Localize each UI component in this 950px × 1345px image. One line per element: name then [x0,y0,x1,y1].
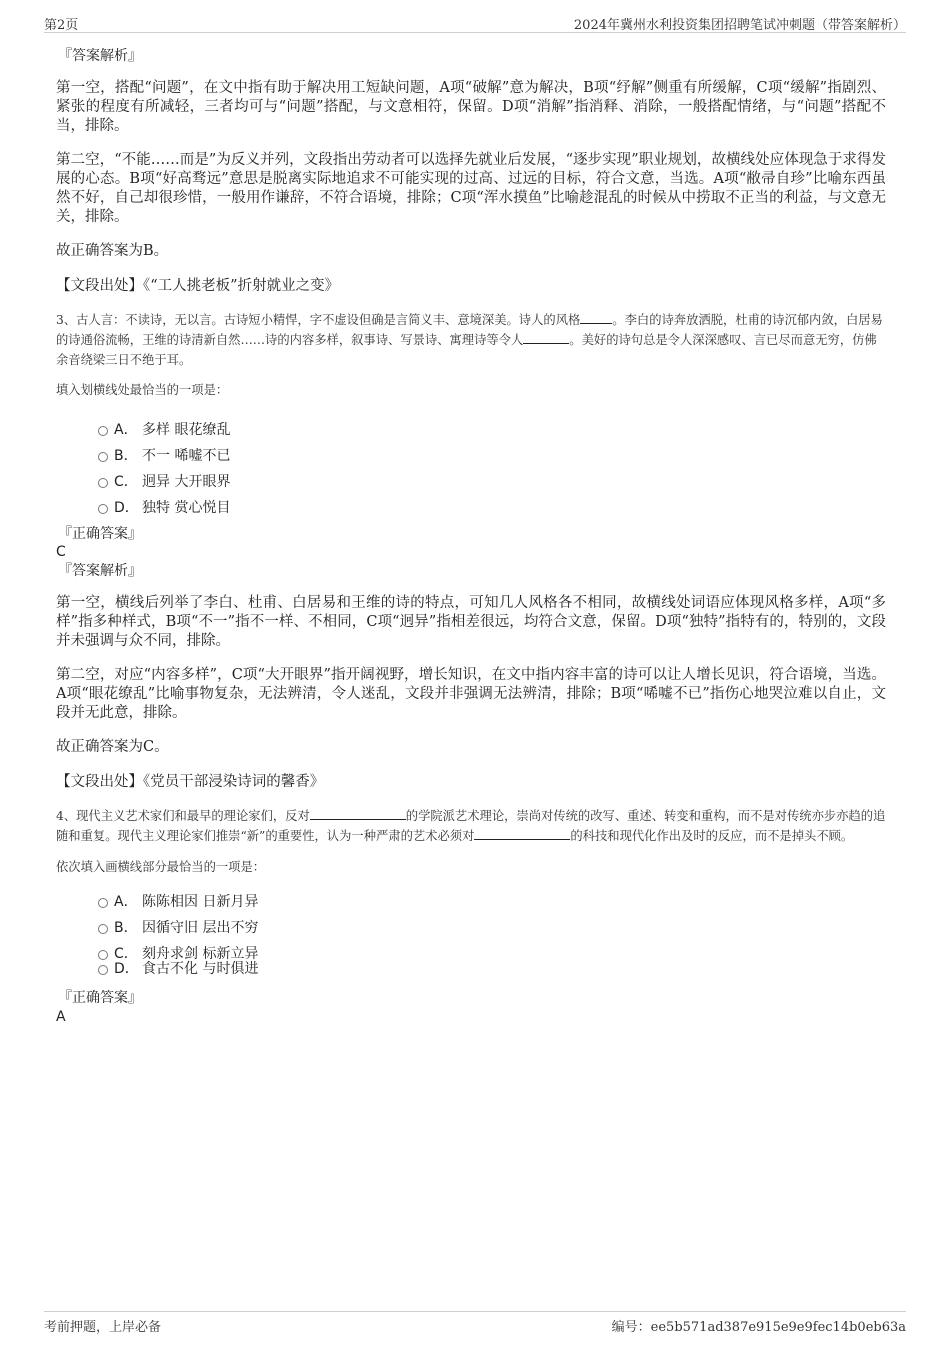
document-body [56,46,886,1026]
analysis-label: 『答案解析』 [58,48,142,64]
q4-answer: A [56,1009,66,1025]
radio-button[interactable] [98,426,108,436]
q2-conclusion: 故正确答案为B。 [56,243,169,259]
q4-option-d[interactable]: D． 食古不化 与时俱进 [56,956,886,982]
q3-conclusion: 故正确答案为C。 [56,739,169,755]
document-title: 2024年冀州水利投资集团招聘笔试冲刺题（带答案解析） [573,18,906,33]
footer-slogan: 考前押题，上岸必备 [44,1320,162,1335]
q2-analysis-para-2: 第二空，“不能……而是”为反义并列，文段指出劳动者可以选择先就业后发展，“逐步实现”职业规划，故横线处应体现急于求得发展的心态。B项“好高骛远”意思是脱离实际地追求不可能实现的过高、过远的目标，符合文意，当选。A项“敝帚自珍”比喻东西虽然不好，自己却很珍惜，一般用作谦辞，不符合语境，排除；C项“浑水摸鱼”比喻趁混乱的时候从中捞取不正当的利益，与文意无关，排除。 [56,152,886,225]
radio-button[interactable] [98,452,108,462]
q3-stem: 3、古人言：不读诗，无以言。古诗短小精悍，字不虚设但确是言简义丰、意境深美。诗人的风格 。李白的诗奔放洒脱，杜甫的诗沉郁内敛，白居易的诗通俗流畅，王维的诗清新自然……诗的内容多样，叙事诗、写景诗、寓理诗等令人 。美好的诗句总是令人深深感叹、言已尽而意无穷，仿佛余音绕梁三日不绝于耳。 [56,313,883,367]
q4-prompt: 依次填入画横线部分最恰当的一项是： [56,860,266,874]
q3-options [56,417,886,521]
q4-option-b[interactable]: B． 因循守旧 层出不穷 [56,915,886,941]
radio-button[interactable] [98,965,108,975]
correct-answer-label: 『正确答案』 [58,526,142,542]
q3-option-b[interactable]: B． 不一 唏嘘不已 [56,443,886,469]
analysis-label: 『答案解析』 [58,563,142,579]
radio-button[interactable] [98,504,108,514]
correct-answer-label: 『正确答案』 [58,990,142,1006]
q3-option-c[interactable]: C． 迥异 大开眼界 [56,469,886,495]
blank-line [523,331,569,344]
q2-source: 【文段出处】《“工人挑老板”折射就业之变》 [56,278,340,294]
document-id: 编号：ee5b571ad387e915e9e9fec14b0eb63a [611,1320,906,1335]
radio-button[interactable] [98,924,108,934]
q3-source: 【文段出处】《党员干部浸染诗词的馨香》 [56,774,325,790]
q4-stem: 4、现代主义艺术家们和最早的理论家们，反对 的学院派艺术理论，崇尚对传统的改写、重述、转变和重构，而不是对传统亦步亦趋的追随和重复。现代主义理论家们推崇“新”的重要性，认为一种严肃的艺术必须对 的科技和现代化作出及时的反应，而不是掉头不顾。 [56,809,886,843]
q2-analysis-para-1: 第一空，搭配“问题”，在文中指有助于解决用工短缺问题，A项“破解”意为解决，B项“纾解”侧重有所缓解，C项“缓解”指剧烈、紧张的程度有所减轻，三者均可与“问题”搭配，与文意相符，保留。D项“消解”指消释、消除，一般搭配情绪，与“问题”搭配不当，排除。 [56,80,886,134]
q4-options [56,889,886,982]
page-header [44,14,906,33]
q3-option-d[interactable]: D． 独特 赏心悦目 [56,495,886,521]
blank-line [580,311,612,324]
q3-analysis-para-1: 第一空，横线后列举了李白、杜甫、白居易和王维的诗的特点，可知几人风格各不相同，故横线处词语应体现风格多样，A项“多样”指多种样式，B项“不一”指不一样、不相同，C项“迥异”指相差很远，均符合文意，保留。D项“独特”指特有的，特别的，文段并未强调与众不同，排除。 [56,595,886,649]
q4-option-a[interactable]: A． 陈陈相因 日新月异 [56,889,886,915]
blank-line [310,807,406,820]
radio-button[interactable] [98,478,108,488]
q4-option-c[interactable]: C． 刻舟求剑 标新立异 [56,941,886,956]
page-footer [44,1311,906,1335]
q3-prompt: 填入划横线处最恰当的一项是： [56,383,229,397]
q3-option-a[interactable]: A． 多样 眼花缭乱 [56,417,886,443]
blank-line [474,827,570,840]
q3-answer: C [56,544,66,560]
radio-button[interactable] [98,898,108,908]
q3-analysis-para-2: 第二空，对应“内容多样”，C项“大开眼界”指开阔视野，增长知识，在文中指内容丰富的诗可以让人增长见识，符合语境，当选。A项“眼花缭乱”比喻事物复杂，无法辨清，令人迷乱，文段并非强调无法辨清，排除；B项“唏嘘不已”指伤心地哭泣难以自止，文段并无此意，排除。 [56,667,886,721]
page-number: 第2页 [44,18,79,33]
